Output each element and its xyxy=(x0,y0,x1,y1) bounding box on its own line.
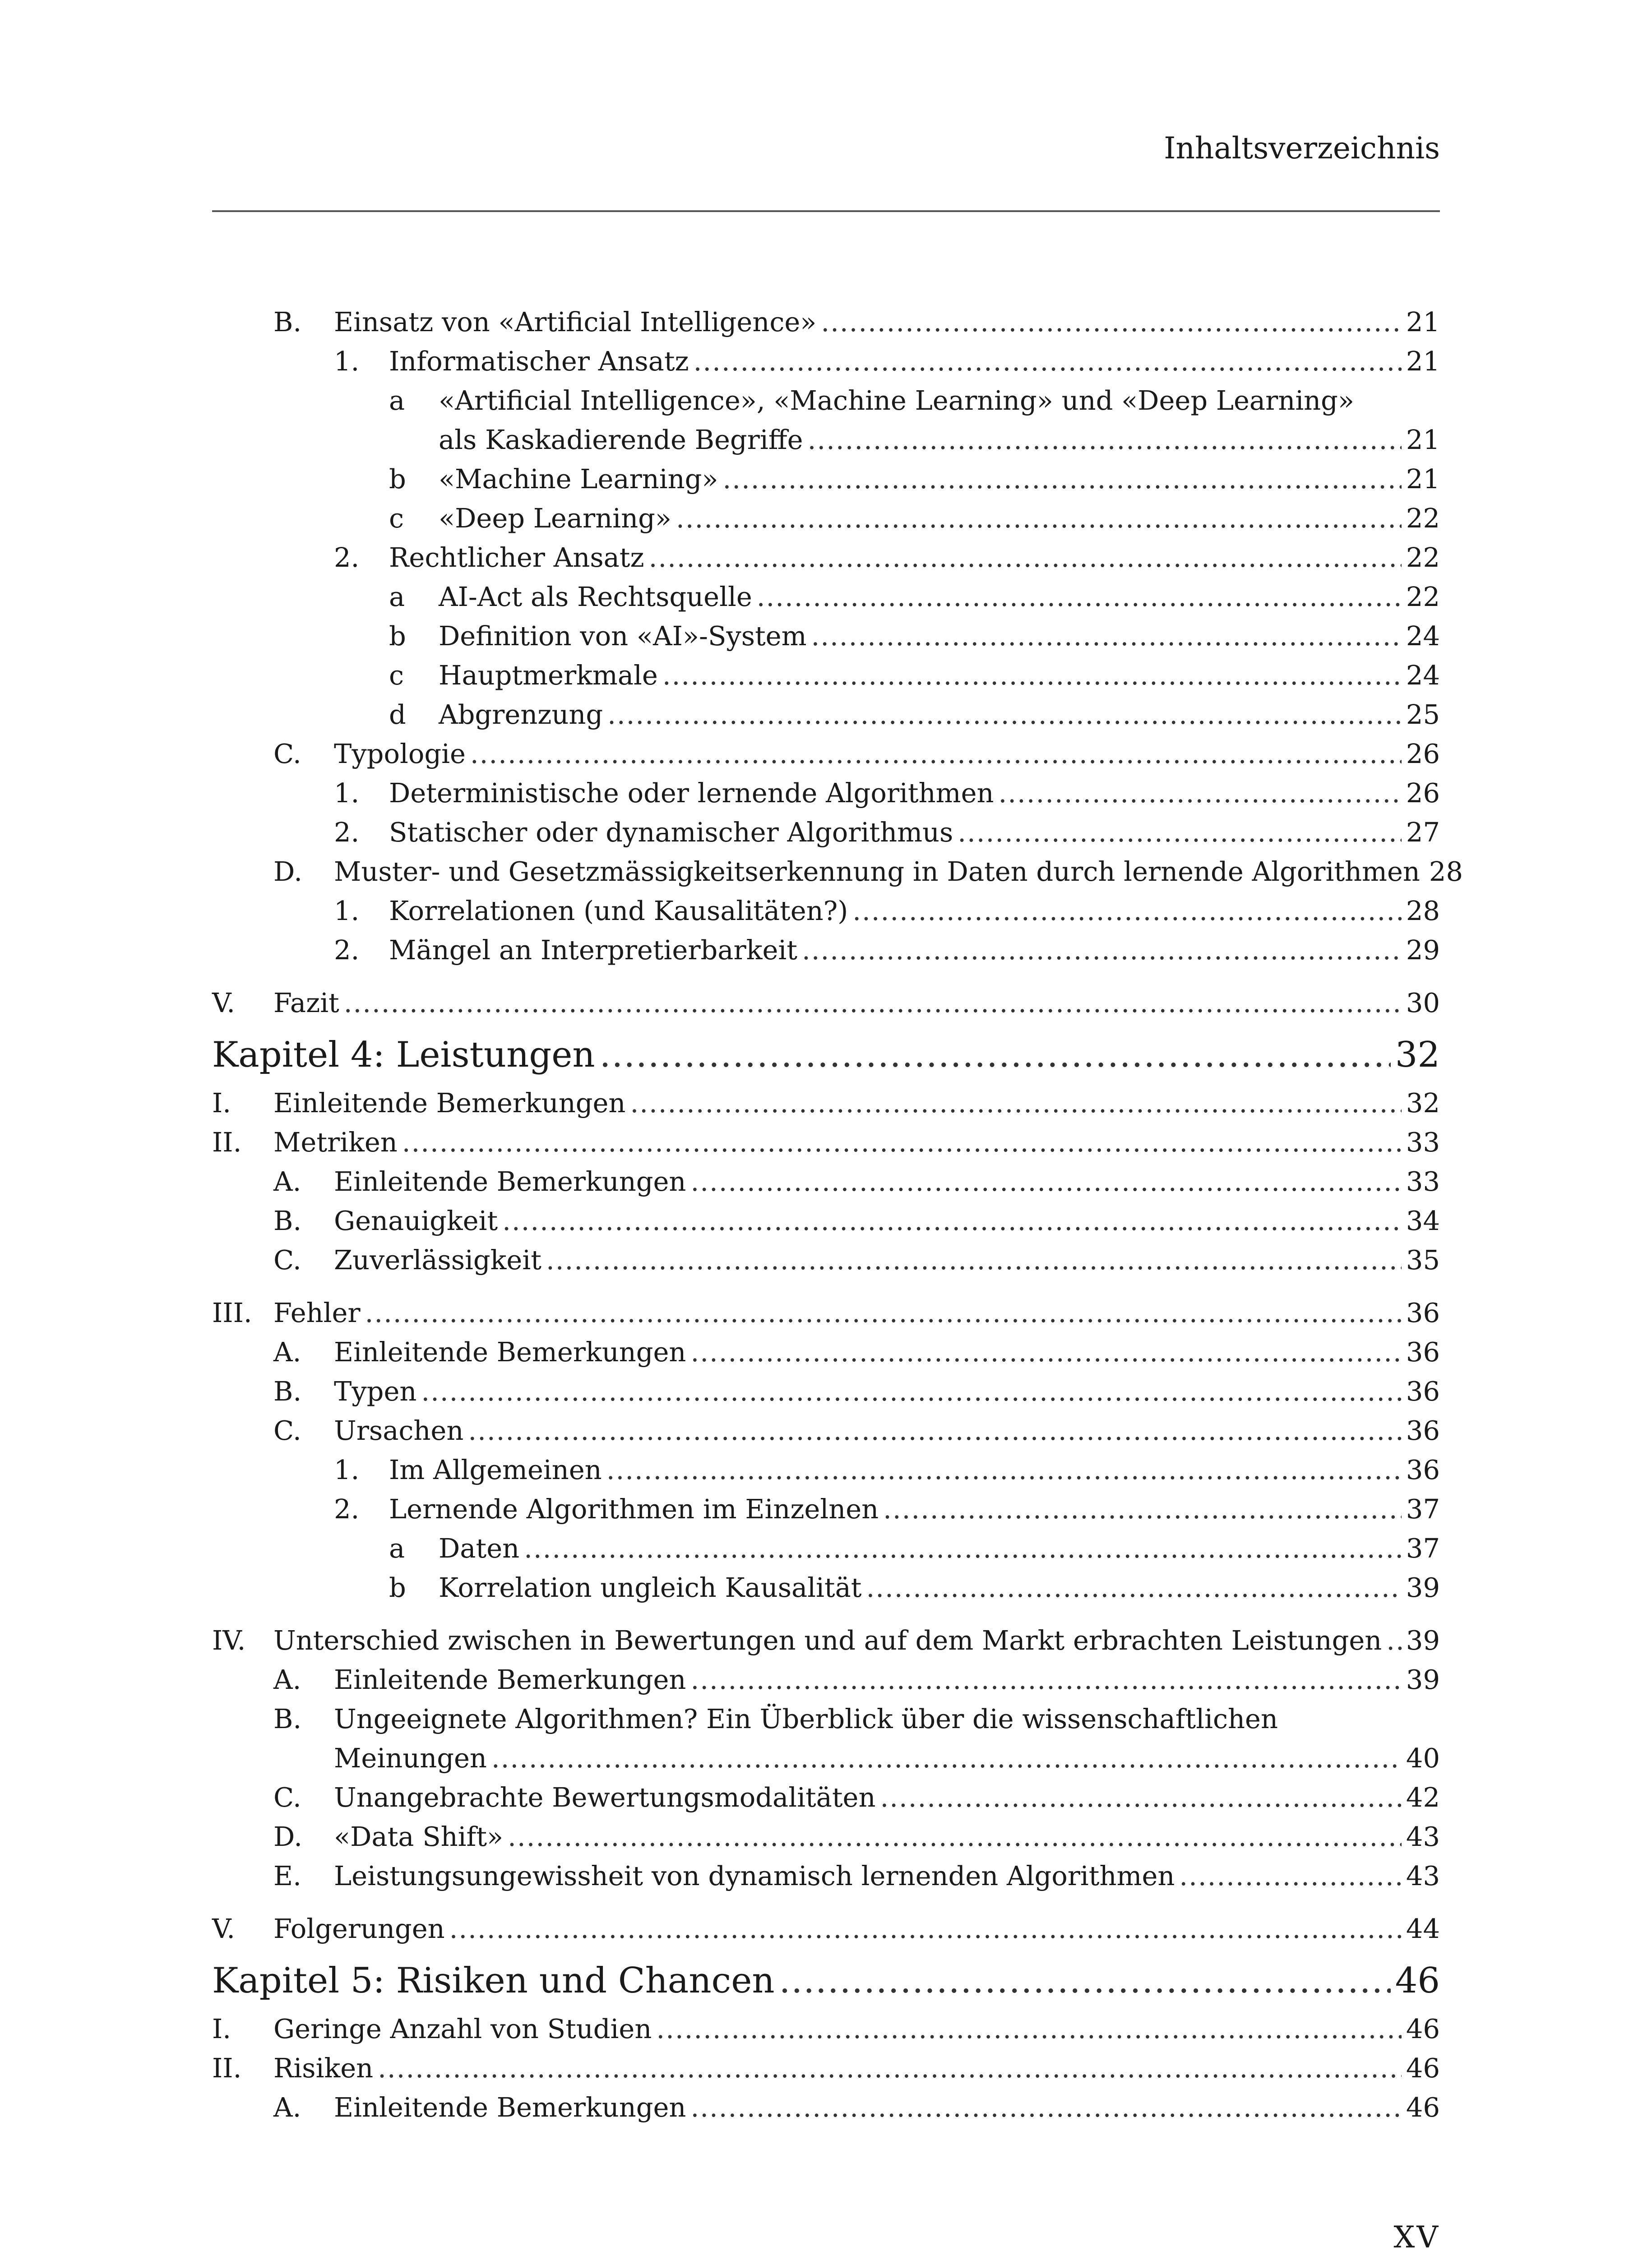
toc-page-number: 33 xyxy=(1406,1127,1440,1158)
toc-entry-number: 1. xyxy=(334,346,360,377)
toc-page-number: 46 xyxy=(1395,1960,1440,2001)
dot-leader xyxy=(690,1332,1401,1372)
toc-entry[interactable] xyxy=(212,1411,1440,1450)
dot-leader xyxy=(546,1240,1402,1280)
toc-page-number: 43 xyxy=(1406,1821,1440,1852)
toc-entry[interactable] xyxy=(212,2088,1440,2127)
toc-entry-title: Lernende Algorithmen im Einzelnen xyxy=(389,1493,879,1525)
toc-page-number: 44 xyxy=(1406,1913,1440,1944)
toc-entry-title: Geringe Anzahl von Studien xyxy=(273,2013,652,2044)
toc-entry-number: A. xyxy=(273,1166,301,1197)
toc-page-number: 29 xyxy=(1406,934,1440,966)
toc-entry[interactable] xyxy=(212,577,1440,616)
toc-entry[interactable] xyxy=(212,459,1440,499)
toc-page-number: 22 xyxy=(1406,542,1440,573)
toc-entry-title: Daten xyxy=(439,1533,520,1564)
chapter-title: Kapitel 5: Risiken und Chancen xyxy=(212,1960,775,2001)
dot-leader xyxy=(649,538,1402,577)
toc-page-number: 28 xyxy=(1406,895,1440,926)
toc-entry-number: c xyxy=(389,503,404,534)
toc-page-number: 32 xyxy=(1406,1087,1440,1119)
toc-entry-number: 1. xyxy=(334,895,360,926)
toc-page-number: 37 xyxy=(1406,1493,1440,1525)
toc-entry-number: IV. xyxy=(212,1625,246,1656)
toc-entry[interactable] xyxy=(212,1201,1440,1240)
toc-entry-number: c xyxy=(389,660,404,691)
toc-entry-number: d xyxy=(389,699,406,730)
toc-page-number: 22 xyxy=(1406,503,1440,534)
toc-entry[interactable] xyxy=(212,1817,1440,1856)
toc-entry-number: A. xyxy=(273,2092,301,2123)
dot-leader xyxy=(852,891,1402,930)
dot-leader xyxy=(757,577,1402,616)
dot-leader xyxy=(999,773,1402,813)
toc-page-number: 43 xyxy=(1406,1860,1440,1891)
toc-page-number: 24 xyxy=(1406,660,1440,691)
toc-entry-title: Typen xyxy=(334,1376,417,1407)
toc-entry-number: 2. xyxy=(334,542,360,573)
toc-entry-title: Im Allgemeinen xyxy=(389,1454,602,1485)
toc-page-number: 30 xyxy=(1406,987,1440,1018)
toc-page-number: 36 xyxy=(1406,1336,1440,1368)
toc-entry-title: Definition von «AI»-System xyxy=(439,620,807,652)
toc-entry-title: Statischer oder dynamischer Algorithmus xyxy=(389,817,953,848)
toc-entry[interactable] xyxy=(212,1909,1440,1948)
toc-entry[interactable] xyxy=(212,930,1440,970)
toc-entry[interactable] xyxy=(212,1699,1440,1738)
toc-entry-title: «Artificial Intelligence», «Machine Learning» und «Deep Learning» xyxy=(439,385,1355,416)
toc-entry-title: Muster- und Gesetzmässigkeitserkennung in Daten durch lernende Algorithmen xyxy=(334,856,1420,887)
toc-page-number: 46 xyxy=(1406,2053,1440,2084)
toc-entry[interactable] xyxy=(212,1123,1440,1162)
dot-leader xyxy=(449,1909,1402,1948)
dot-leader xyxy=(880,1778,1401,1817)
toc-entry[interactable] xyxy=(212,734,1440,773)
toc-entry[interactable] xyxy=(212,342,1440,381)
toc-entry-title: Folgerungen xyxy=(273,1913,445,1944)
toc-entry[interactable] xyxy=(212,1293,1440,1332)
toc-entry-title: Unterschied zwischen in Bewertungen und auf dem Markt erbrachten Leistungen xyxy=(273,1625,1382,1656)
toc-entry-number: C. xyxy=(273,738,301,769)
dot-leader xyxy=(656,2009,1402,2048)
toc-entry[interactable] xyxy=(212,891,1440,930)
toc-entry[interactable] xyxy=(212,1450,1440,1489)
dot-leader xyxy=(491,1738,1402,1778)
dot-leader xyxy=(690,1660,1401,1699)
toc-entry-number: 1. xyxy=(334,1454,360,1485)
toc-chapter-heading[interactable] xyxy=(212,1953,1440,2009)
toc-entry-number: b xyxy=(389,620,406,652)
dot-leader xyxy=(694,342,1402,381)
toc-entry[interactable] xyxy=(212,656,1440,695)
dot-leader xyxy=(365,1293,1402,1332)
toc-entry-number: II. xyxy=(212,1127,242,1158)
toc-entry-number: 2. xyxy=(334,934,360,966)
toc-page-number: 25 xyxy=(1406,699,1440,730)
toc-entry-title: Fehler xyxy=(273,1297,361,1328)
dot-leader xyxy=(821,302,1402,342)
dot-leader xyxy=(1386,1621,1402,1660)
toc-entry-number: A. xyxy=(273,1336,301,1368)
toc-page-number: 22 xyxy=(1406,581,1440,612)
toc-page-number: 36 xyxy=(1406,1297,1440,1328)
table-of-contents xyxy=(212,302,1463,2127)
toc-page-number: 21 xyxy=(1406,306,1440,337)
toc-page-number: 26 xyxy=(1406,738,1440,769)
toc-entry[interactable] xyxy=(212,1778,1440,1817)
toc-entry[interactable] xyxy=(212,1162,1440,1201)
toc-entry-number: V. xyxy=(212,1913,236,1944)
toc-entry-title: Einleitende Bemerkungen xyxy=(334,1664,686,1695)
dot-leader xyxy=(779,1953,1391,2009)
dot-leader xyxy=(802,930,1402,970)
dot-leader xyxy=(1179,1856,1402,1895)
dot-leader xyxy=(630,1083,1401,1123)
toc-page-number: 40 xyxy=(1406,1743,1440,1774)
dot-leader xyxy=(606,1450,1402,1489)
dot-leader xyxy=(524,1529,1402,1568)
toc-entry-number: I. xyxy=(212,1087,231,1119)
toc-entry-title: Fazit xyxy=(273,987,339,1018)
toc-entry-number: D. xyxy=(273,1821,302,1852)
toc-entry-number: III. xyxy=(212,1297,252,1328)
toc-entry-number: B. xyxy=(273,1376,302,1407)
toc-page-number: 27 xyxy=(1406,817,1440,848)
toc-entry[interactable] xyxy=(212,1568,1440,1607)
toc-entry[interactable] xyxy=(212,1660,1440,1699)
toc-page-number: 24 xyxy=(1406,620,1440,652)
toc-entry-number: b xyxy=(389,463,406,495)
toc-entry[interactable] xyxy=(212,302,1440,342)
toc-entry-title: «Deep Learning» xyxy=(439,503,671,534)
toc-page-number: 33 xyxy=(1406,1166,1440,1197)
toc-entry-number: C. xyxy=(273,1415,301,1446)
toc-entry[interactable] xyxy=(212,2048,1440,2088)
dot-leader xyxy=(468,1411,1402,1450)
toc-entry[interactable] xyxy=(212,1372,1440,1411)
chapter-title: Kapitel 4: Leistungen xyxy=(212,1035,595,1075)
toc-page-number: 37 xyxy=(1406,1533,1440,1564)
dot-leader xyxy=(883,1489,1402,1529)
dot-leader xyxy=(600,1027,1391,1083)
toc-entry-number: A. xyxy=(273,1664,301,1695)
page-number: XV xyxy=(1393,2220,1440,2255)
toc-entry-title: Korrelation ungleich Kausalität xyxy=(439,1572,862,1603)
toc-page-number: 46 xyxy=(1406,2013,1440,2044)
toc-page-number: 39 xyxy=(1406,1572,1440,1603)
toc-entry-title-continued: Meinungen xyxy=(334,1743,487,1774)
toc-entry-title: Leistungsungewissheit von dynamisch lernenden Algorithmen xyxy=(334,1860,1175,1891)
toc-entry-number: B. xyxy=(273,1205,302,1236)
toc-entry-number: I. xyxy=(212,2013,231,2044)
dot-leader xyxy=(958,813,1402,852)
toc-entry-number: a xyxy=(389,581,405,612)
toc-page-number: 39 xyxy=(1406,1664,1440,1695)
toc-entry-title: Informatischer Ansatz xyxy=(389,346,689,377)
toc-entry-number: b xyxy=(389,1572,406,1603)
dot-leader xyxy=(808,420,1402,459)
toc-entry[interactable] xyxy=(212,2009,1440,2048)
toc-entry-title: Abgrenzung xyxy=(439,699,603,730)
toc-entry-title: Korrelationen (und Kausalitäten?) xyxy=(389,895,848,926)
toc-entry-title: AI-Act als Rechtsquelle xyxy=(439,581,752,612)
toc-entry[interactable] xyxy=(212,499,1440,538)
toc-entry[interactable] xyxy=(212,1529,1440,1568)
toc-page-number: 21 xyxy=(1406,424,1440,455)
dot-leader xyxy=(722,459,1401,499)
toc-page-number: 32 xyxy=(1395,1035,1440,1075)
toc-entry-continuation[interactable] xyxy=(212,1738,1440,1778)
dot-leader xyxy=(402,1123,1402,1162)
dot-leader xyxy=(470,734,1402,773)
toc-entry-number: 2. xyxy=(334,817,360,848)
header-rule xyxy=(212,210,1440,212)
toc-entry[interactable] xyxy=(212,1856,1440,1895)
toc-entry-title: Risiken xyxy=(273,2053,374,2084)
toc-entry-title: Mängel an Interpretierbarkeit xyxy=(389,934,797,966)
toc-entry-title: «Data Shift» xyxy=(334,1821,504,1852)
toc-entry[interactable] xyxy=(212,616,1440,656)
toc-entry-title: Einleitende Bemerkungen xyxy=(334,2092,686,2123)
toc-page-number: 36 xyxy=(1406,1376,1440,1407)
toc-page-number: 28 xyxy=(1429,856,1463,887)
toc-entry-number: E. xyxy=(273,1860,301,1891)
toc-entry-number: B. xyxy=(273,1703,302,1734)
toc-entry-title: Ungeeignete Algorithmen? Ein Überblick über die wissenschaftlichen xyxy=(334,1703,1278,1734)
toc-entry-title: Einleitende Bemerkungen xyxy=(273,1087,626,1119)
toc-page-number: 36 xyxy=(1406,1415,1440,1446)
dot-leader xyxy=(676,499,1402,538)
toc-page-number: 36 xyxy=(1406,1454,1440,1485)
dot-leader xyxy=(811,616,1402,656)
toc-entry[interactable] xyxy=(212,773,1440,813)
toc-entry-title: Einleitende Bemerkungen xyxy=(334,1336,686,1368)
toc-entry-title: «Machine Learning» xyxy=(439,463,718,495)
toc-entry-title: Genauigkeit xyxy=(334,1205,498,1236)
dot-leader xyxy=(502,1201,1402,1240)
dot-leader xyxy=(607,695,1402,734)
dot-leader xyxy=(662,656,1402,695)
dot-leader xyxy=(690,1162,1401,1201)
toc-entry-number: a xyxy=(389,385,405,416)
toc-entry-title-continued: als Kaskadierende Begriffe xyxy=(439,424,803,455)
toc-entry-title: Einleitende Bemerkungen xyxy=(334,1166,686,1197)
toc-entry-number: C. xyxy=(273,1782,301,1813)
toc-entry-continuation[interactable] xyxy=(212,420,1440,459)
toc-entry[interactable] xyxy=(212,695,1440,734)
toc-entry-number: V. xyxy=(212,987,236,1018)
toc-page-number: 34 xyxy=(1406,1205,1440,1236)
toc-chapter-heading[interactable] xyxy=(212,1027,1440,1083)
toc-entry[interactable] xyxy=(212,1489,1440,1529)
toc-page-number: 46 xyxy=(1406,2092,1440,2123)
dot-leader xyxy=(866,1568,1402,1607)
toc-entry-title: Metriken xyxy=(273,1127,398,1158)
dot-leader xyxy=(508,1817,1402,1856)
dot-leader xyxy=(378,2048,1402,2088)
dot-leader xyxy=(690,2088,1401,2127)
toc-entry-number: 1. xyxy=(334,777,360,809)
toc-page-number: 21 xyxy=(1406,346,1440,377)
toc-entry[interactable] xyxy=(212,538,1440,577)
toc-entry[interactable] xyxy=(212,1332,1440,1372)
toc-entry[interactable] xyxy=(212,1240,1440,1280)
toc-entry[interactable] xyxy=(212,983,1440,1022)
toc-entry-title: Typologie xyxy=(334,738,466,769)
toc-entry-number: II. xyxy=(212,2053,242,2084)
toc-entry-number: B. xyxy=(273,306,302,337)
toc-entry-title: Einsatz von «Artificial Intelligence» xyxy=(334,306,817,337)
toc-page-number: 42 xyxy=(1406,1782,1440,1813)
toc-entry-title: Zuverlässigkeit xyxy=(334,1244,541,1276)
toc-page-number: 35 xyxy=(1406,1244,1440,1276)
dot-leader xyxy=(344,983,1402,1022)
toc-entry-title: Rechtlicher Ansatz xyxy=(389,542,644,573)
toc-page-number: 26 xyxy=(1406,777,1440,809)
toc-entry-title: Ursachen xyxy=(334,1415,464,1446)
toc-entry-number: C. xyxy=(273,1244,301,1276)
toc-entry[interactable] xyxy=(212,1621,1440,1660)
toc-entry[interactable] xyxy=(212,813,1440,852)
dot-leader xyxy=(421,1372,1402,1411)
toc-entry-title: Unangebrachte Bewertungsmodalitäten xyxy=(334,1782,876,1813)
toc-entry[interactable] xyxy=(212,852,1463,891)
toc-page-number: 39 xyxy=(1406,1625,1440,1656)
toc-entry[interactable] xyxy=(212,381,1440,420)
toc-entry-number: D. xyxy=(273,856,302,887)
toc-entry[interactable] xyxy=(212,1083,1440,1123)
toc-entry-number: 2. xyxy=(334,1493,360,1525)
toc-page-number: 21 xyxy=(1406,463,1440,495)
toc-entry-number: a xyxy=(389,1533,405,1564)
toc-entry-title: Deterministische oder lernende Algorithmen xyxy=(389,777,994,809)
toc-entry-title: Hauptmerkmale xyxy=(439,660,658,691)
running-title: Inhaltsverzeichnis xyxy=(1164,131,1440,166)
